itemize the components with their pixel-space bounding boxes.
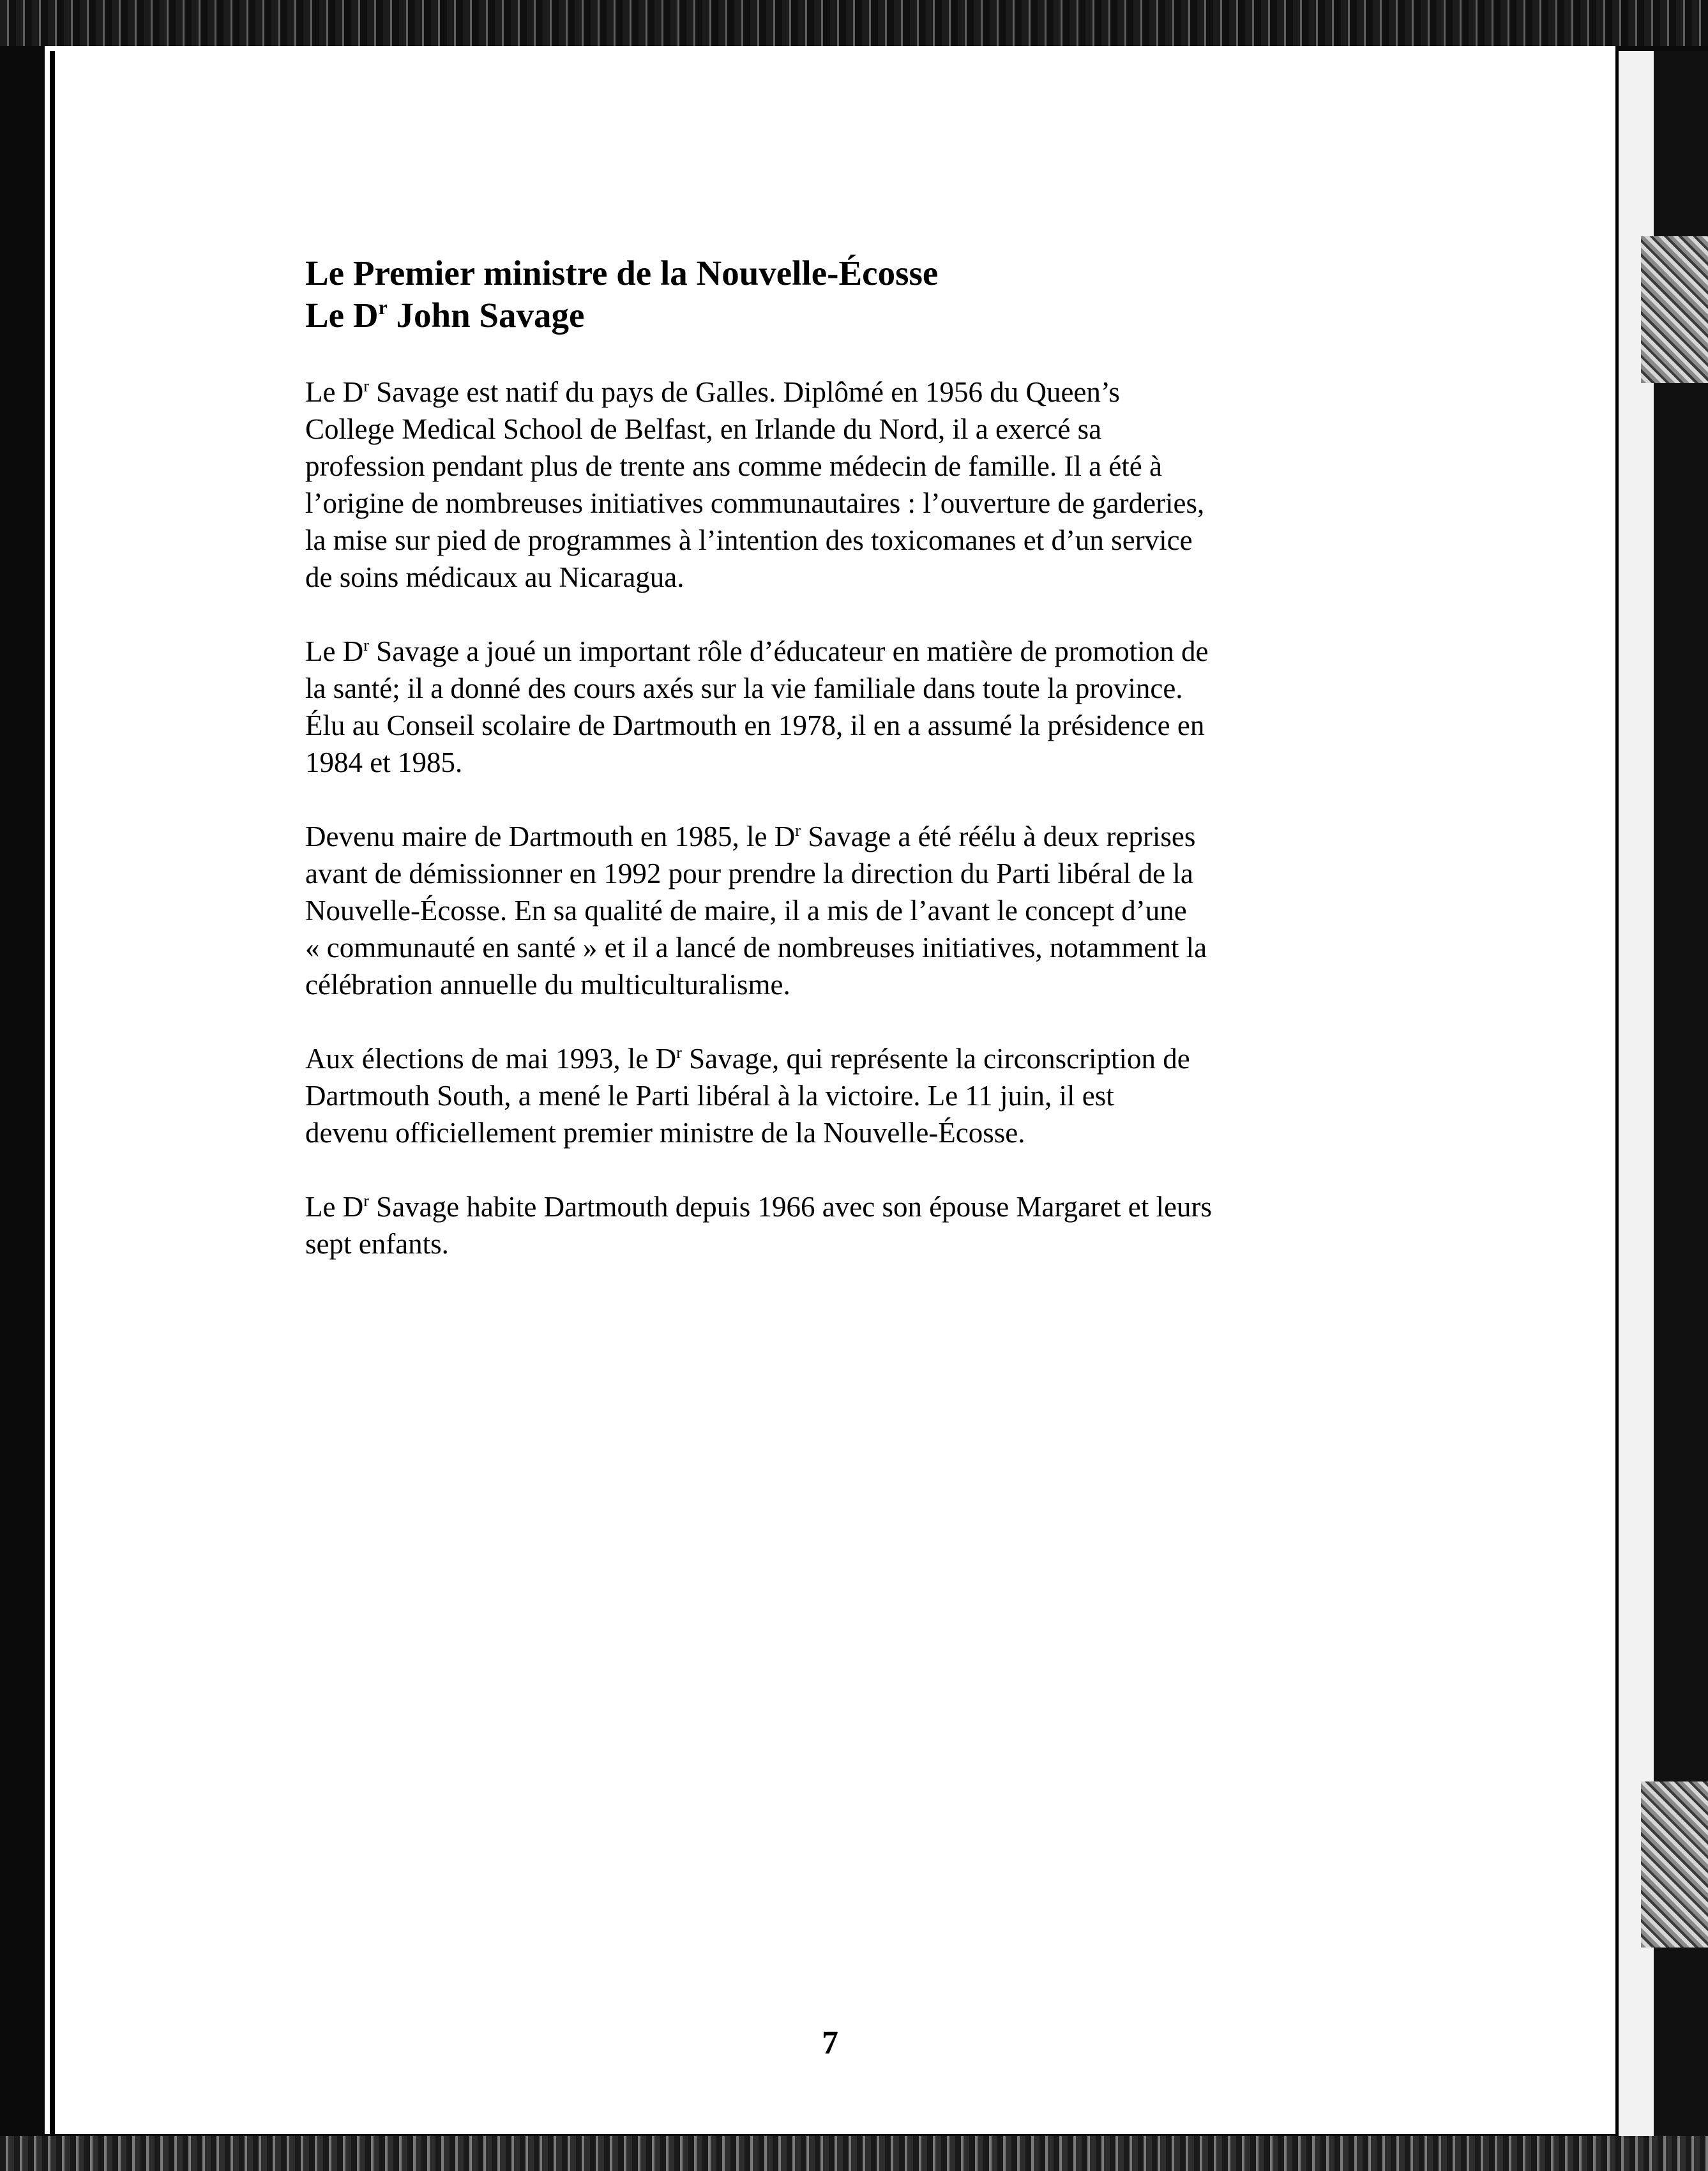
scan-noise-top (1641, 236, 1708, 383)
text-line: célébration annuelle du multiculturalisme. (305, 969, 790, 1001)
text-line-end: Savage est natif du pays de Galles. Diplômé en 1956 du Queen’s (368, 376, 1120, 408)
heading-title-text: Le Premier ministre de la Nouvelle-Écosse (305, 253, 939, 292)
text-line-start: Le D (305, 635, 364, 667)
text-line: avant de démissionner en 1992 pour prendre la direction du Parti libéral de la (305, 858, 1193, 889)
paragraph (305, 818, 1378, 1003)
text-line: devenu officiellement premier ministre de la Nouvelle-Écosse. (305, 1117, 1025, 1149)
paragraph (305, 1188, 1378, 1262)
text-line-start: Le D (305, 1191, 364, 1223)
text-line (305, 818, 1378, 855)
text-line: « communauté en santé » et il a lancé de nombreuses initiatives, notamment la (305, 932, 1207, 964)
scan-bottom-border (0, 2136, 1708, 2171)
doctor-superscript: r (363, 1191, 369, 1210)
text-line: la mise sur pied de programmes à l’intention des toxicomanes et d’un service (305, 524, 1193, 556)
doctor-superscript: r (363, 376, 369, 395)
binding-edge (50, 51, 55, 2145)
paragraph (305, 633, 1378, 781)
heading-name-suffix: John Savage (387, 296, 585, 335)
heading-block (305, 252, 1378, 337)
text-line: College Medical School de Belfast, en Irlande du Nord, il a exercé sa (305, 413, 1102, 445)
text-line-end: Savage habite Dartmouth depuis 1966 avec son épouse Margaret et leurs (368, 1191, 1212, 1223)
text-line (305, 633, 1378, 670)
text-line (305, 1188, 1378, 1225)
text-line: sept enfants. (305, 1228, 449, 1260)
text-line: Élu au Conseil scolaire de Dartmouth en 1978, il en a assumé la présidence en (305, 709, 1205, 741)
doctor-superscript: r (676, 1043, 682, 1062)
heading-name-prefix: Le D (305, 296, 379, 335)
text-line: 1984 et 1985. (305, 746, 463, 778)
heading-title (305, 252, 1378, 294)
page-number: 7 (822, 2025, 838, 2061)
text-line: Nouvelle-Écosse. En sa qualité de maire, il a mis de l’avant le concept d’une (305, 895, 1187, 927)
heading-name-sup: r (378, 296, 388, 319)
text-line-start: Devenu maire de Dartmouth en 1985, le D (305, 821, 796, 852)
text-line-start: Aux élections de mai 1993, le D (305, 1043, 677, 1075)
text-line-end: Savage a joué un important rôle d’éducateur en matière de promotion de (368, 635, 1209, 667)
text-line: la santé; il a donné des cours axés sur la vie familiale dans toute la province. (305, 672, 1183, 704)
text-line: de soins médicaux au Nicaragua. (305, 561, 684, 593)
text-line-start: Le D (305, 376, 364, 408)
heading-name (305, 294, 1378, 337)
scan-top-border (0, 0, 1708, 46)
paragraph (305, 1040, 1378, 1151)
text-line-end: Savage, qui représente la circonscription de (681, 1043, 1190, 1075)
text-line (305, 1040, 1378, 1077)
text-line (305, 374, 1378, 411)
doctor-superscript: r (363, 635, 369, 654)
text-line: Dartmouth South, a mené le Parti libéral à la victoire. Le 11 juin, il est (305, 1080, 1114, 1112)
paragraph (305, 374, 1378, 596)
text-line-end: Savage a été réélu à deux reprises (800, 821, 1196, 852)
text-line: profession pendant plus de trente ans comme médecin de famille. Il a été à (305, 450, 1163, 482)
doctor-superscript: r (795, 821, 801, 840)
text-line: l’origine de nombreuses initiatives communautaires : l’ouverture de garderies, (305, 487, 1205, 519)
scan-noise-bottom (1641, 1781, 1708, 1948)
document-body (305, 252, 1378, 1299)
biography-text (305, 374, 1378, 1262)
